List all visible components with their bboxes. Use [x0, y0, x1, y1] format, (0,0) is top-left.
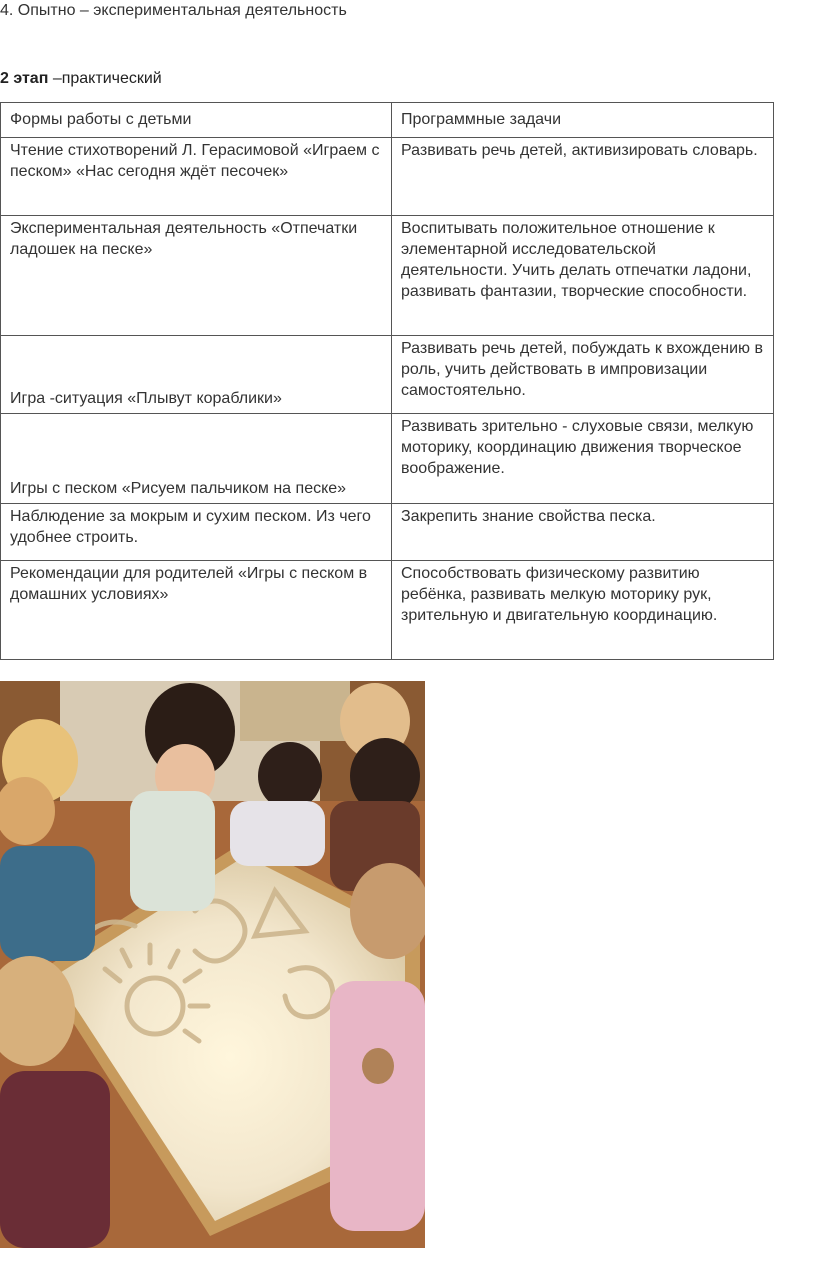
table-row [1, 414, 774, 504]
cell-task: Развивать речь детей, активизировать словарь. [392, 138, 774, 216]
cell-form: Игры с песком «Рисуем пальчиком на песке» [1, 414, 392, 504]
cell-form: Игра -ситуация «Плывут кораблики» [1, 336, 392, 414]
section-heading: 4. Опытно – экспериментальная деятельность [0, 2, 347, 19]
table-row [1, 336, 774, 414]
header-tasks: Программные задачи [392, 103, 774, 138]
stage-name: –практический [48, 70, 162, 87]
table-row [1, 216, 774, 336]
sand-play-photo [0, 681, 425, 1248]
cell-task: Закрепить знание свойства песка. [392, 504, 774, 561]
header-forms: Формы работы с детьми [1, 103, 392, 138]
stage-title [0, 70, 162, 88]
stage-number: 2 этап [0, 70, 49, 87]
cell-task: Развивать зрительно - слуховые связи, мелкую моторику, координацию движения творческое воображение. [392, 414, 774, 504]
cell-form: Рекомендации для родителей «Игры с песком в домашних условиях» [1, 561, 392, 660]
cell-form: Наблюдение за мокрым и сухим песком. Из чего удобнее строить. [1, 504, 392, 561]
cell-task: Воспитывать положительное отношение к элементарной исследовательской деятельности. Учить делать отпечатки ладони, развивать фантазии, творческие способности. [392, 216, 774, 336]
table-row [1, 561, 774, 660]
cell-task: Развивать речь детей, побуждать к вхождению в роль, учить действовать в импровизации самостоятельно. [392, 336, 774, 414]
cell-form: Чтение стихотворений Л. Герасимовой «Играем с песком» «Нас сегодня ждёт песочек» [1, 138, 392, 216]
cell-task: Способствовать физическому развитию ребёнка, развивать мелкую моторику рук, зрительную и двигательную координацию. [392, 561, 774, 660]
table-header-row [1, 103, 774, 138]
table-row [1, 138, 774, 216]
plan-table [0, 102, 774, 660]
table-row [1, 504, 774, 561]
cell-form: Экспериментальная деятельность «Отпечатки ладошек на песке» [1, 216, 392, 336]
